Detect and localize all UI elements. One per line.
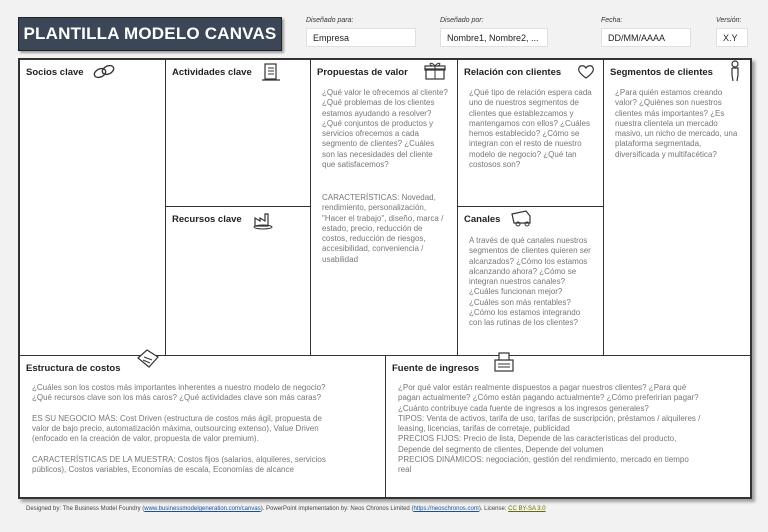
description-line: ¿Cuáles son los costos más importantes inherentes a nuestro modelo de negocio? <box>32 383 326 392</box>
description-line: ¿Por qué valor están realmente dispuestos a pagar nuestros clientes? ¿Para qué <box>398 383 687 392</box>
block-description: ¿Qué valor le ofrecemos al cliente? ¿Qué problemas de los clientes estamos ayudando a resolver? ¿Qué conjuntos de productos y servicios ofrecemos a cada segmento de clientes? ¿Cuáles son las necesidades del cliente que satisfacemos? <box>322 88 448 170</box>
person-icon <box>727 60 743 82</box>
designed-for-field[interactable]: Empresa <box>306 28 416 47</box>
block-title: Relación con clientes <box>464 67 562 78</box>
block-title: Fuente de ingresos <box>392 363 480 374</box>
block-title: Propuestas de valor <box>317 67 408 78</box>
footer-text: ). PowerPoint implementation by: Neos Chronos Limited ( <box>260 506 414 512</box>
block-key-activities[interactable] <box>165 59 311 207</box>
footer-text: ). License: <box>478 506 509 512</box>
block-cost-structure[interactable] <box>19 355 386 498</box>
description-line: pagan actualmente? ¿Cómo están pagando actualmente? ¿Cómo preferirían pagar? <box>398 393 699 403</box>
description-line: públicos), Costos variables, Economías de escala, Economías de alcance <box>32 465 294 475</box>
description-line: ¿Cuánto contribuye cada fuente de ingresos a los ingresos generales? <box>398 403 649 413</box>
cash-register-icon <box>491 350 517 374</box>
block-description: ¿Para quién estamos creando valor? ¿Quiénes son nuestros clientes más importantes? ¿Es nuestra clientela un mercado masivo, un nicho de mercado, una plataforma segmentada, diversificada y multifacética? <box>615 88 738 159</box>
designed-by-field[interactable]: Nombre1, Nombre2, ... <box>440 28 548 47</box>
description-line: Depende del segmento de clientes, Depende del volumen <box>398 444 604 454</box>
description-line: ¿Qué recursos clave son los más caros? ¿Qué actividades clave son más caras? <box>32 393 322 403</box>
description-line: leasing, licencias, tarifas de corretaje, publicidad <box>398 424 570 434</box>
chain-link-icon <box>92 63 116 81</box>
date-field[interactable]: DD/MM/AAAA <box>601 28 691 47</box>
version-label: Versión: <box>716 17 742 24</box>
block-key-resources[interactable] <box>165 206 311 356</box>
heart-icon <box>577 64 595 80</box>
description-line <box>32 445 382 455</box>
block-description: ¿Qué tipo de relación espera cada uno de nuestros segmentos de clientes que establezcamos y mantengamos con ellos? ¿Cuáles hemos establecido? ¿Cómo se integran con el resto de nuestro modelo de negocio? ¿Qué tan costosos son? <box>469 88 592 170</box>
block-value-propositions[interactable] <box>310 59 458 356</box>
block-title: Canales <box>464 214 501 225</box>
block-characteristics: CARACTERÍSTICAS: Novedad, rendimiento, personalización, "Hacer el trabajo", diseño, marca / estado, precio, reducción de costos, reducción de riesgos, accesibilidad, conveniencia / usabilidad <box>322 193 444 264</box>
block-revenue-streams[interactable] <box>385 355 751 498</box>
truck-icon <box>510 208 536 228</box>
designed-for-label: Diseñado para: <box>306 17 354 24</box>
description-line: PRECIOS FIJOS: Precio de lista, Depende de las características del producto, <box>398 434 677 444</box>
block-title: Actividades clave <box>172 67 252 78</box>
description-line: (enfocado en la creación de valor, propuesta de valor premium). <box>32 434 259 444</box>
date-label: Fecha: <box>601 17 623 24</box>
block-description <box>398 383 748 476</box>
gift-icon <box>423 61 447 81</box>
block-key-partners[interactable] <box>19 59 166 356</box>
checklist-icon <box>260 62 282 82</box>
license-link[interactable]: CC BY-SA 3.0 <box>508 506 546 512</box>
business-model-canvas <box>18 58 752 499</box>
description-line: TIPOS: Venta de activos, tarifa de uso, tarifas de suscripción, préstamos / alquileres / <box>398 413 701 423</box>
foundry-link[interactable]: www.businessmodelgeneration.com/canvas <box>144 506 261 512</box>
block-customer-relationships[interactable] <box>457 59 604 207</box>
block-description: A través de qué canales nuestros segmentos de clientes quieren ser alcanzados? ¿Cómo los estamos alcanzando ahora? ¿Cómo se integran nuestros canales? ¿Cuáles funcionan mejor? ¿Cuáles son más rentables? ¿Cómo los estamos integrando con las rutinas de los clientes? <box>469 236 591 328</box>
footer-credits <box>26 506 546 512</box>
neoschronos-link[interactable]: https://neoschronos.com <box>413 506 479 512</box>
block-channels[interactable] <box>457 206 604 356</box>
block-title: Recursos clave <box>172 214 242 225</box>
description-line: ES SU NEGOCIO MÁS: Cost Driven (estructura de costos más ágil, propuesta de <box>32 413 322 423</box>
block-title: Socios clave <box>26 67 84 78</box>
version-field[interactable]: X.Y <box>716 28 748 47</box>
block-title: Segmentos de clientes <box>610 67 713 78</box>
description-line: PRECIOS DINÁMICOS: negociación, gestión del rendimiento, mercado en tiempo <box>398 455 689 465</box>
block-description <box>32 383 382 476</box>
price-tag-icon <box>135 348 161 370</box>
footer-text: Designed by: The Business Model Foundry ( <box>26 506 145 512</box>
designed-by-label: Diseñado por: <box>440 17 484 24</box>
block-title: Estructura de costos <box>26 363 121 374</box>
page-title: PLANTILLA MODELO CANVAS <box>18 17 282 51</box>
description-line: real <box>398 465 412 475</box>
factory-icon <box>252 208 274 230</box>
description-line: valor de bajo precio, automatización máxima, outsourcing extenso), Value Driven <box>32 424 319 434</box>
block-customer-segments[interactable] <box>603 59 751 356</box>
description-line <box>32 404 382 414</box>
description-line: CARACTERÍSTICAS DE LA MUESTRA: Costos fijos (salarios, alquileres, servicios <box>32 455 326 465</box>
